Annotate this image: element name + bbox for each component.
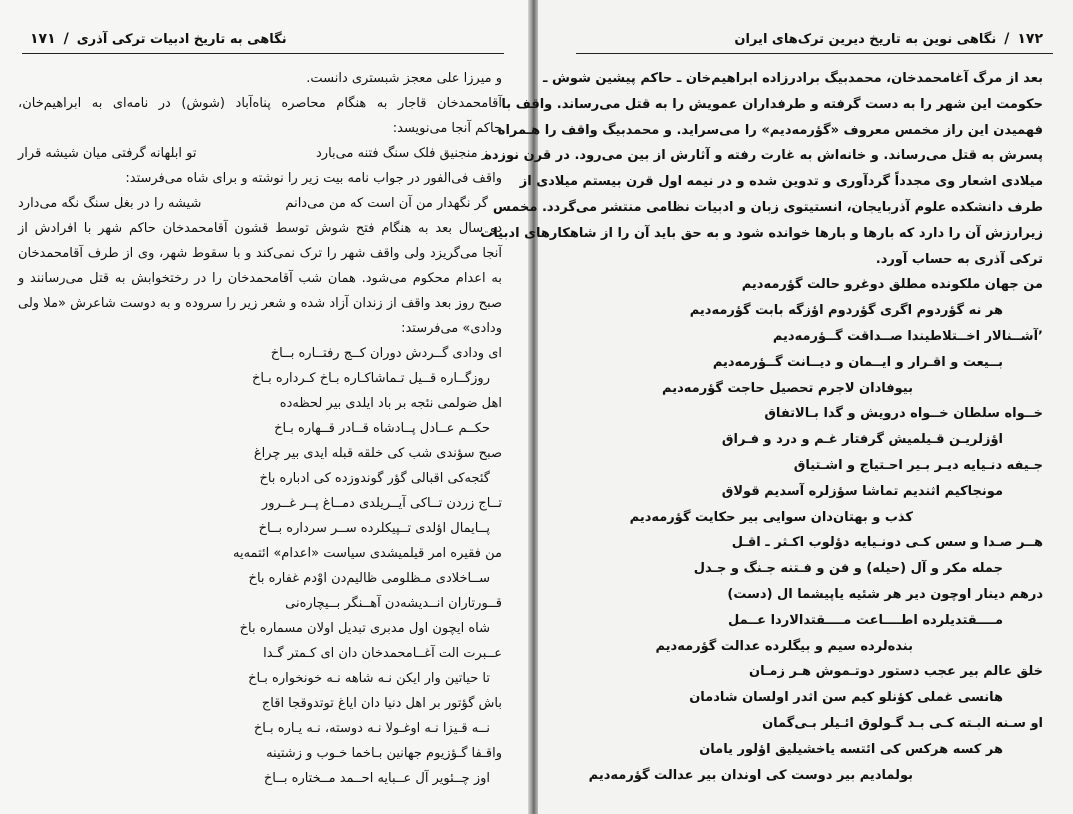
poem-line: اوز چــئویر آل عــبایه احــمد مــختاره بــاخ xyxy=(263,771,490,786)
text-line: حکومت این شهر را به دست گرفته و طرفداران عمویش را به قتل می‌رساند. واقف با xyxy=(501,96,1043,112)
text-line: فهمیدن این راز مخمس معروف «گؤرمه‌دیم» را می‌سراید. و محمدبیگ واقف را هـمراه xyxy=(497,122,1043,138)
poem-line: جمله مکر و آل (حیله) و فن و فـتنه جـنگ و جـدل xyxy=(693,561,1003,577)
poem-line: هانسی غملی کؤنلو کیم سن اثدر اولسان شادمان xyxy=(689,690,1003,706)
poem-line: خلق عالم بیر عجب دستور دوتـموش هـر زمـان xyxy=(749,664,1043,680)
text-line: طرف دانشکده علوم آذربایجان، انستیتوی زبان و ادبیات نظامی منتشر می‌گردد. مخمس xyxy=(492,199,1043,215)
header-separator: / xyxy=(63,31,69,47)
text-line: ترکی آذری به حساب آورد. xyxy=(875,251,1043,267)
text-line: آنجا می‌گریزد ولی واقف شهر را ترک نمی‌کند و با سقوط شهر، وی از طرف آقامحمدخان xyxy=(18,246,502,261)
header-separator: / xyxy=(1004,31,1010,47)
poem-line: ای ودادی گــردش دوران کــج رفتــاره بــاخ xyxy=(270,346,502,361)
left-running-title: نگاهی به تاریخ ادبیات ترکی آذری xyxy=(76,31,287,47)
poem-line: بولمادیم بیر دوست کی اوندان بیر عدالت گؤرمه‌دیم xyxy=(588,767,913,783)
hemistich-left: تو ابلهانه گرفتی میان شیشه قرار xyxy=(18,146,197,161)
poem-line: حکــم عــادل پــادشاه قــادر قــهاره بـاخ xyxy=(274,421,490,436)
poem-line: اهل ضولمی نئجه بر باد ایلدی بیر لحظه‌ده xyxy=(279,396,502,411)
poem-line: پــایمال اؤلدی تــپیکلرده ســر سرداره بــاخ xyxy=(258,521,490,536)
text-line: صبح روز بعد واقف از زندان آزاد شده و شعر زیر را سروده و به دوست شاعرش «ملا ولی xyxy=(18,296,502,311)
hemistich-left: شیشه را در بغل سنگ نگه می‌دارد xyxy=(18,196,202,211)
poem-line: هر کسه هرکس کی ائتسه یاخشیلیق اؤلور یامان xyxy=(699,741,1003,757)
text-line: میلادی اشعار وی مجدداً گردآوری و تدوین شده و در نیمه اول قرن بیستم میلادی از xyxy=(519,174,1043,190)
hemistich-right: گر نگهدار من آن است که من می‌دانم xyxy=(285,196,488,211)
text-line: به اعدام محکوم می‌شود. همان شب آقامحمدخان را در رختخوابش به قتل می‌رسانند و xyxy=(18,271,502,286)
left-page xyxy=(0,0,528,814)
poem-line: ٬آشــنالار اخــتلاطیندا صــداقت گــؤرمه‌دیم xyxy=(772,328,1043,344)
left-page-body xyxy=(18,66,502,791)
poem-line: جـیفه دنـیایه دیـر بـیر احـتیاج و اشـتیاق xyxy=(793,457,1043,473)
text-line: واقف فی‌الفور در جواب نامه بیت زیر را نوشته و برای شاه می‌فرستد: xyxy=(125,171,502,186)
poem-line: او سـنه البـته کـی بـد گـولوق ائـیلر بـی‌گمان xyxy=(762,715,1043,731)
poem-line: عــبرت الت آغــامحمدخان دان ای کـمتر گـدا xyxy=(263,646,502,661)
text-line: حاکم آنجا می‌نویسد: xyxy=(392,121,502,136)
text-line: ودادی» می‌فرستد: xyxy=(401,321,502,336)
left-page-number: ۱۷۱ xyxy=(30,31,56,47)
poem-line: ســاخلادی مـظلومی ظالیم‌دن اوْدم غفاره باخ xyxy=(248,571,490,586)
text-line: دو سال بعد به هنگام فتح شوش توسط قشون آقامحمدخان حاکم شهر با افرادش از xyxy=(18,221,502,236)
poem-line: من جهان ملکونده مطلق دوغرو حالت گؤرمه‌دیم xyxy=(741,277,1043,293)
poem-line: قــورتاران انــدیشه‌دن آهــنگر بــیچاره‌نی xyxy=(285,596,502,611)
hemistich-right: ز منجنیق فلک سنگ فتنه می‌بارد xyxy=(316,146,488,161)
poem-line: من فقیره امر قیلمیشدی سیاست «اعدام» ائتمه‌یه xyxy=(233,546,502,561)
poem-line: اؤزلریـن قـیلمیش گرفتار غـم و درد و فـراق xyxy=(721,432,1003,448)
poem-line: درهم دینار اوچون دیر هر شئیه یاپیشما ال (دست) xyxy=(727,586,1043,602)
text-line: آقامحمدخان قاجار به هنگام محاصره پناه‌آباد (شوش) در نامه‌ای به ابراهیم‌خان، xyxy=(18,96,502,111)
poem-line: باش گؤتور بر اهل دنیا دان ایاغ توتدوقجا اقاج xyxy=(261,696,502,711)
text-line: پسرش به قتل می‌رساند. و خانه‌اش به غارت رفته و آثارش از بین می‌رود. در قرن نوزده xyxy=(484,148,1043,164)
poem-line: مــــقتدیلرده اطــــاعت مــــقتدالاردا عــمل xyxy=(727,612,1003,628)
right-page xyxy=(480,0,1073,814)
poem-line: صبح سؤندی شب کی خلقه قبله ایدی بیر چراغ xyxy=(253,446,502,461)
poem-line: تــاج زردن تــاکی آیــریلدی دمــاغ پــر غــرور xyxy=(261,496,502,511)
poem-line: شاه ایچون اول مدبری تبدیل اولان مسماره باخ xyxy=(239,621,490,636)
right-running-title: نگاهی نوین به تاریخ دیرین ترک‌های ایران xyxy=(734,31,997,47)
right-page-header xyxy=(538,28,1043,50)
poem-line: هر نه گؤردوم اگری گؤردوم اؤزگه بابت گؤرمه‌دیم xyxy=(689,303,1003,319)
poem-line: خــواه سلطان خــواه درویش و گدا بـالاتفاق xyxy=(764,406,1043,422)
verse-couplet xyxy=(18,191,502,216)
text-line: زیرارزش آن را دارد که بارها و بارها خوانده شود و به حق باید آن را از شاهکارهای ادبیات xyxy=(480,225,1043,241)
poem-line: بــیعت و اقـرار و ایــمان و دیــانت گــؤرمه‌دیم xyxy=(712,354,1003,370)
right-header-rule xyxy=(576,53,1053,54)
poem-line: بیوفادان لاجرم تحصیل حاجت گؤرمه‌دیم xyxy=(662,380,913,396)
poem-line: تا حیاتین وار ایکن نـه شاهه نـه خونخواره بـاخ xyxy=(248,671,490,686)
text-line: بعد از مرگ آغامحمدخان، محمدبیگ برادرزاده ابراهیم‌خان ـ حاکم پیشین شوش ـ xyxy=(543,71,1043,86)
poem-line: روزگــاره قــیل تـماشاکـاره بـاخ کـرداره بـاخ xyxy=(252,371,490,386)
poem-line: نــه قـیزا نـه اوغـولا نـه دوسته، نـه یـاره بـاخ xyxy=(253,721,490,736)
poem-line: مونجاکیم اثندیم تماشا سؤزلره آسدیم قولاق xyxy=(721,483,1003,499)
text-line: و میرزا علی معجز شبستری دانست. xyxy=(306,71,502,86)
poem-line: گئجه‌کی اقبالی گؤر گوندوزده کی ادباره باخ xyxy=(259,471,490,486)
left-page-header xyxy=(30,28,502,50)
right-page-body xyxy=(480,66,1043,788)
poem-line: واقـفا گـؤزیوم جهانین بـاخما خـوب و زشتینه xyxy=(266,746,502,761)
verse-couplet xyxy=(18,141,502,166)
poem-line: کذب و بهتان‌دان سوایی بیر حکایت گؤرمه‌دیم xyxy=(629,509,913,525)
poem-line: بنده‌لرده سیم و بیگلرده عدالت گؤرمه‌دیم xyxy=(655,638,913,654)
right-page-number: ۱۷۲ xyxy=(1017,31,1043,47)
poem-line: هــر صـدا و سس کـی دونـیایه دؤلوب اکـثر ـ اقـل xyxy=(731,535,1043,551)
left-header-rule xyxy=(22,53,504,54)
